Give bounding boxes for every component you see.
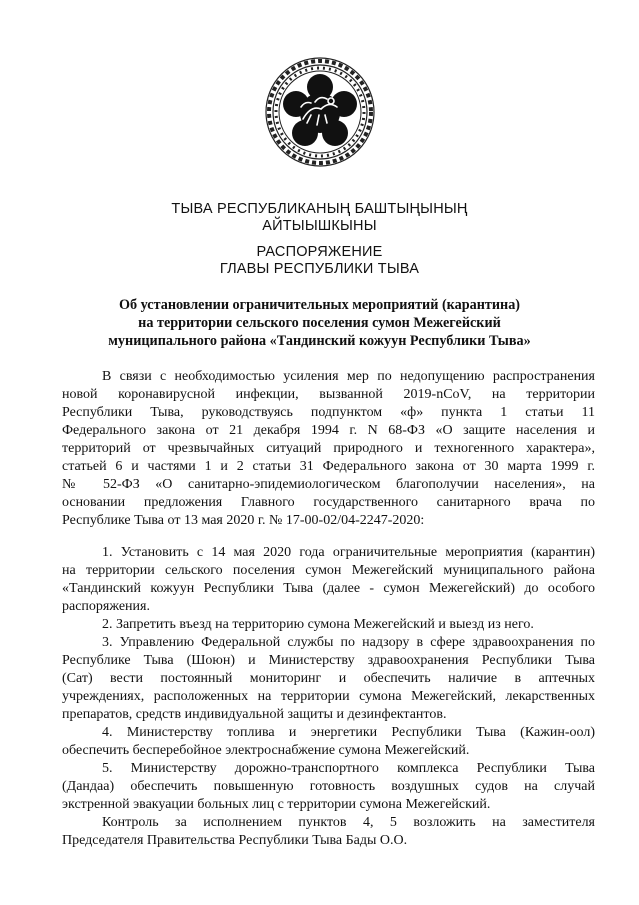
header-subtitle-tuvan: АЙТЫЫШКЫНЫ [262,218,377,234]
text-line: В связи с необходимостью усиления мер по недопущению распространения [102,369,595,384]
text-line: «Тандинский кожуун Республики Тыва (далее - сумон Межегейский) до особого [62,581,595,596]
text-line: новой коронавирусной инфекции, вызванной 2019-nCoV, на территории [62,387,595,402]
header-issuer: ГЛАВЫ РЕСПУБЛИКИ ТЫВА [219,261,420,277]
text-line: 2. Запретить въезд на территорию сумона Межегейский и выезд из него. [102,617,534,632]
text-line: обеспечить бесперебойное электроснабжение сумона Межегейский. [62,743,470,758]
text-line: Федерального закона от 21 декабря 1994 г. N 68-ФЗ «О защите населения и [62,423,595,438]
text-line: территорий от чрезвычайных ситуаций природного и техногенного характера», [62,441,595,456]
document-title-line-2: на территории сельского поселения сумон Межегейский [138,315,501,331]
text-line: 3. Управлению Федеральной службы по надзору в сфере здравоохранения по [102,635,595,650]
document-title-line-3: муниципального района «Тандинский кожуун Республики Тыва» [108,333,531,349]
preamble-paragraph [62,368,595,530]
document-title-line-1: Об установлении ограничительных мероприятий (карантина) [118,297,521,313]
text-line: 5. Министерству дорожно-транспортного комплекса Республики Тыва [102,761,595,776]
header-title-tuvan: ТЫВА РЕСПУБЛИКАНЫҢ БАШТЫҢЫНЫҢ [171,201,468,217]
text-line: Контроль за исполнением пунктов 4, 5 возложить на заместителя [102,815,595,830]
text-line: Республике Тыва от 13 мая 2020 г. № 17-00-02/04-2247-2020: [62,513,425,528]
text-line: учреждениях, расположенных на территории сумона Межегейский, лекарственных [62,689,595,704]
text-line: распоряжения. [62,599,150,614]
text-line: на территории сельского поселения сумон Межегейский муниципального района [62,563,595,578]
text-line: Председателя Правительства Республики Тыва Бады О.О. [62,833,408,848]
text-line: препаратов, средств индивидуальной защиты и дезинфектантов. [62,707,447,722]
text-line: Республике Тыва (Шоюн) и Министерству здравоохранения Республики Тыва [62,653,595,668]
header-order-label: РАСПОРЯЖЕНИЕ [256,244,383,260]
text-line: экстренной эвакуации больных лиц с территории сумона Межегейский. [62,797,491,812]
text-line: основании предложения Главного государственного санитарного врача по [62,495,595,510]
text-line: (Сат) вести постоянный мониторинг и обеспечить наличие в аптечных [62,671,595,686]
text-line: № 52-ФЗ «О санитарно-эпидемиологическом благополучии населения», на [62,477,595,492]
text-line: 4. Министерству топлива и энергетики Республики Тыва (Кажин-оол) [102,725,595,740]
text-line: (Дандаа) обеспечить повышенную готовность воздушных судов на случай [62,779,595,794]
order-items [62,544,595,850]
text-line: 1. Установить с 14 мая 2020 года ограничительные мероприятия (карантин) [102,545,595,560]
text-line: статьей 6 и частями 1 и 2 статьи 31 Федерального закона от 30 марта 1999 г. [62,459,595,474]
text-line: Республики Тыва, руководствуясь подпунктом «ф» пункта 1 статьи 11 [62,405,595,420]
coat-of-arms-emblem-icon [265,57,375,167]
